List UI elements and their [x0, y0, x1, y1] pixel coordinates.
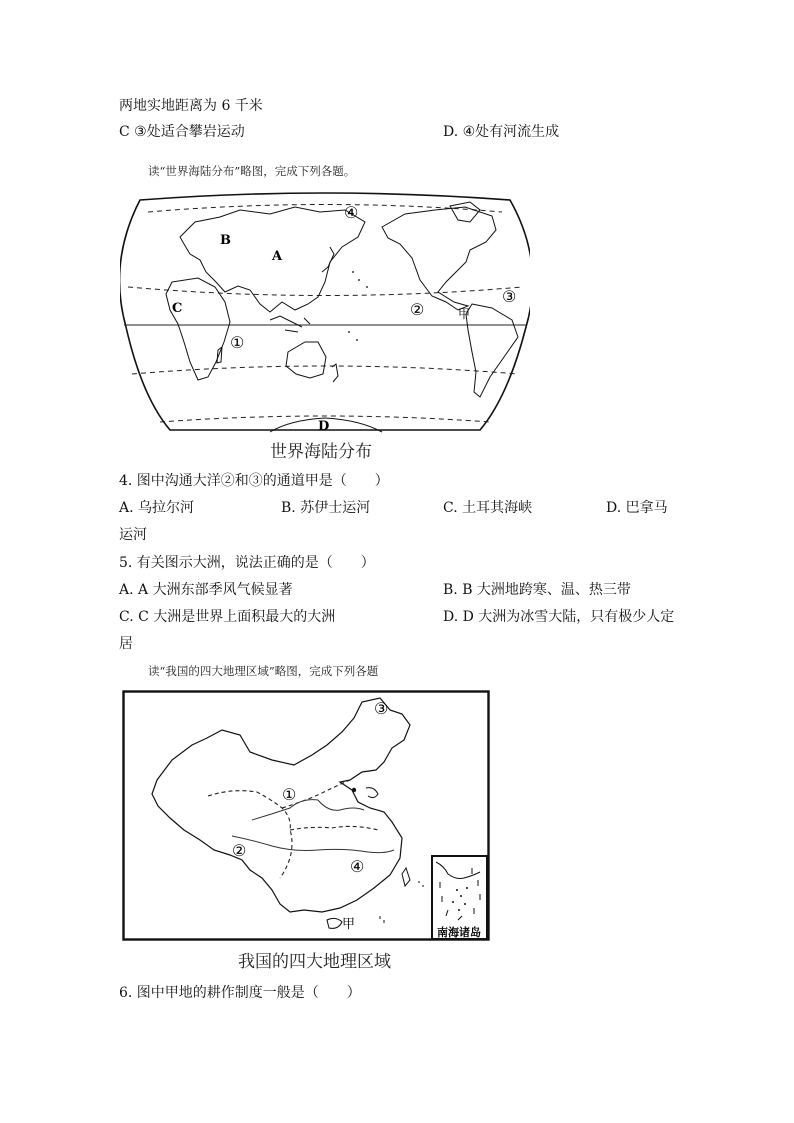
q4-option-d-continued: 运河: [119, 527, 147, 543]
passage-label-jia: 甲: [458, 307, 471, 321]
prev-option-c: C ③处适合攀岩运动: [119, 124, 245, 140]
tropic-cancer-line: [128, 287, 522, 296]
q4-option-c: C. 土耳其海峡: [443, 500, 533, 516]
q5-option-d: D. D 大洲为冰雪大陆，只有极少人定: [443, 609, 675, 625]
china-map-caption: 我国的四大地理区域: [238, 952, 391, 972]
prev-option-d: D. ④处有河流生成: [443, 124, 560, 140]
china-outline: [152, 698, 410, 912]
q4-option-b: B. 苏伊士运河: [281, 500, 371, 516]
region-label-4: ④: [350, 857, 365, 876]
world-map: [120, 192, 530, 436]
southeast-asia-islands: [270, 316, 310, 332]
continent-label-c: C: [172, 301, 183, 316]
continent-label-d: D: [318, 419, 330, 434]
bohai-bay: [366, 788, 378, 798]
ocean-label-4: ④: [344, 203, 359, 222]
q5-option-d-continued: 居: [119, 636, 133, 652]
coastal-islands: [380, 882, 424, 923]
world-map-intro: 读“世界海陆分布”略图，完成下列各题。: [148, 164, 356, 178]
new-zealand: [332, 364, 338, 382]
region-label-3: ③: [374, 699, 389, 718]
beijing-marker: [352, 788, 356, 792]
region-label-2: ②: [232, 841, 247, 860]
south-america-outline: [466, 304, 518, 397]
pacific-islands: [348, 272, 368, 340]
tropic-capricorn-line: [132, 366, 518, 374]
greenland-outline: [450, 202, 480, 222]
q4-option-a: A. 乌拉尔河: [119, 500, 195, 516]
region-boundary-northwest: [208, 791, 292, 878]
world-map-caption: 世界海陆分布: [270, 442, 372, 462]
australia-outline: [286, 342, 326, 378]
ocean-label-2: ②: [410, 300, 425, 319]
ocean-label-3: ③: [502, 287, 517, 306]
ocean-label-1: ①: [230, 333, 245, 352]
inset-label: 南海诸岛: [437, 926, 481, 939]
continent-label-a: A: [272, 249, 283, 264]
q5-option-b: B. B 大洲地跨寒、温、热三带: [443, 582, 631, 598]
taiwan-island: [402, 868, 410, 886]
region-label-1: ①: [282, 785, 297, 804]
q5-option-a: A. A 大洲东部季风气候显著: [119, 582, 293, 598]
q4-option-d: D. 巴拿马: [606, 500, 668, 516]
continent-label-b: B: [220, 233, 231, 248]
question-fragment-line: 两地实地距离为 6 千米: [119, 98, 263, 114]
china-map-intro: 读“我国的四大地理区域”略图，完成下列各题: [148, 664, 379, 678]
q5-option-c: C. C 大洲是世界上面积最大的大洲: [119, 609, 336, 625]
q5-stem: 5. 有关图示大洲，说法正确的是（ ）: [119, 555, 375, 571]
hainan-island: [327, 918, 342, 928]
q4-stem: 4. 图中沟通大洋②和③的通道甲是（ ）: [119, 473, 389, 489]
china-map: [122, 690, 490, 942]
yangtze-river: [232, 836, 394, 853]
qinling-huaihe-line: [290, 826, 378, 830]
q6-stem: 6. 图中甲地的耕作制度一般是（ ）: [119, 985, 361, 1001]
place-label-jia: 甲: [342, 917, 356, 932]
yellow-river: [252, 800, 364, 820]
